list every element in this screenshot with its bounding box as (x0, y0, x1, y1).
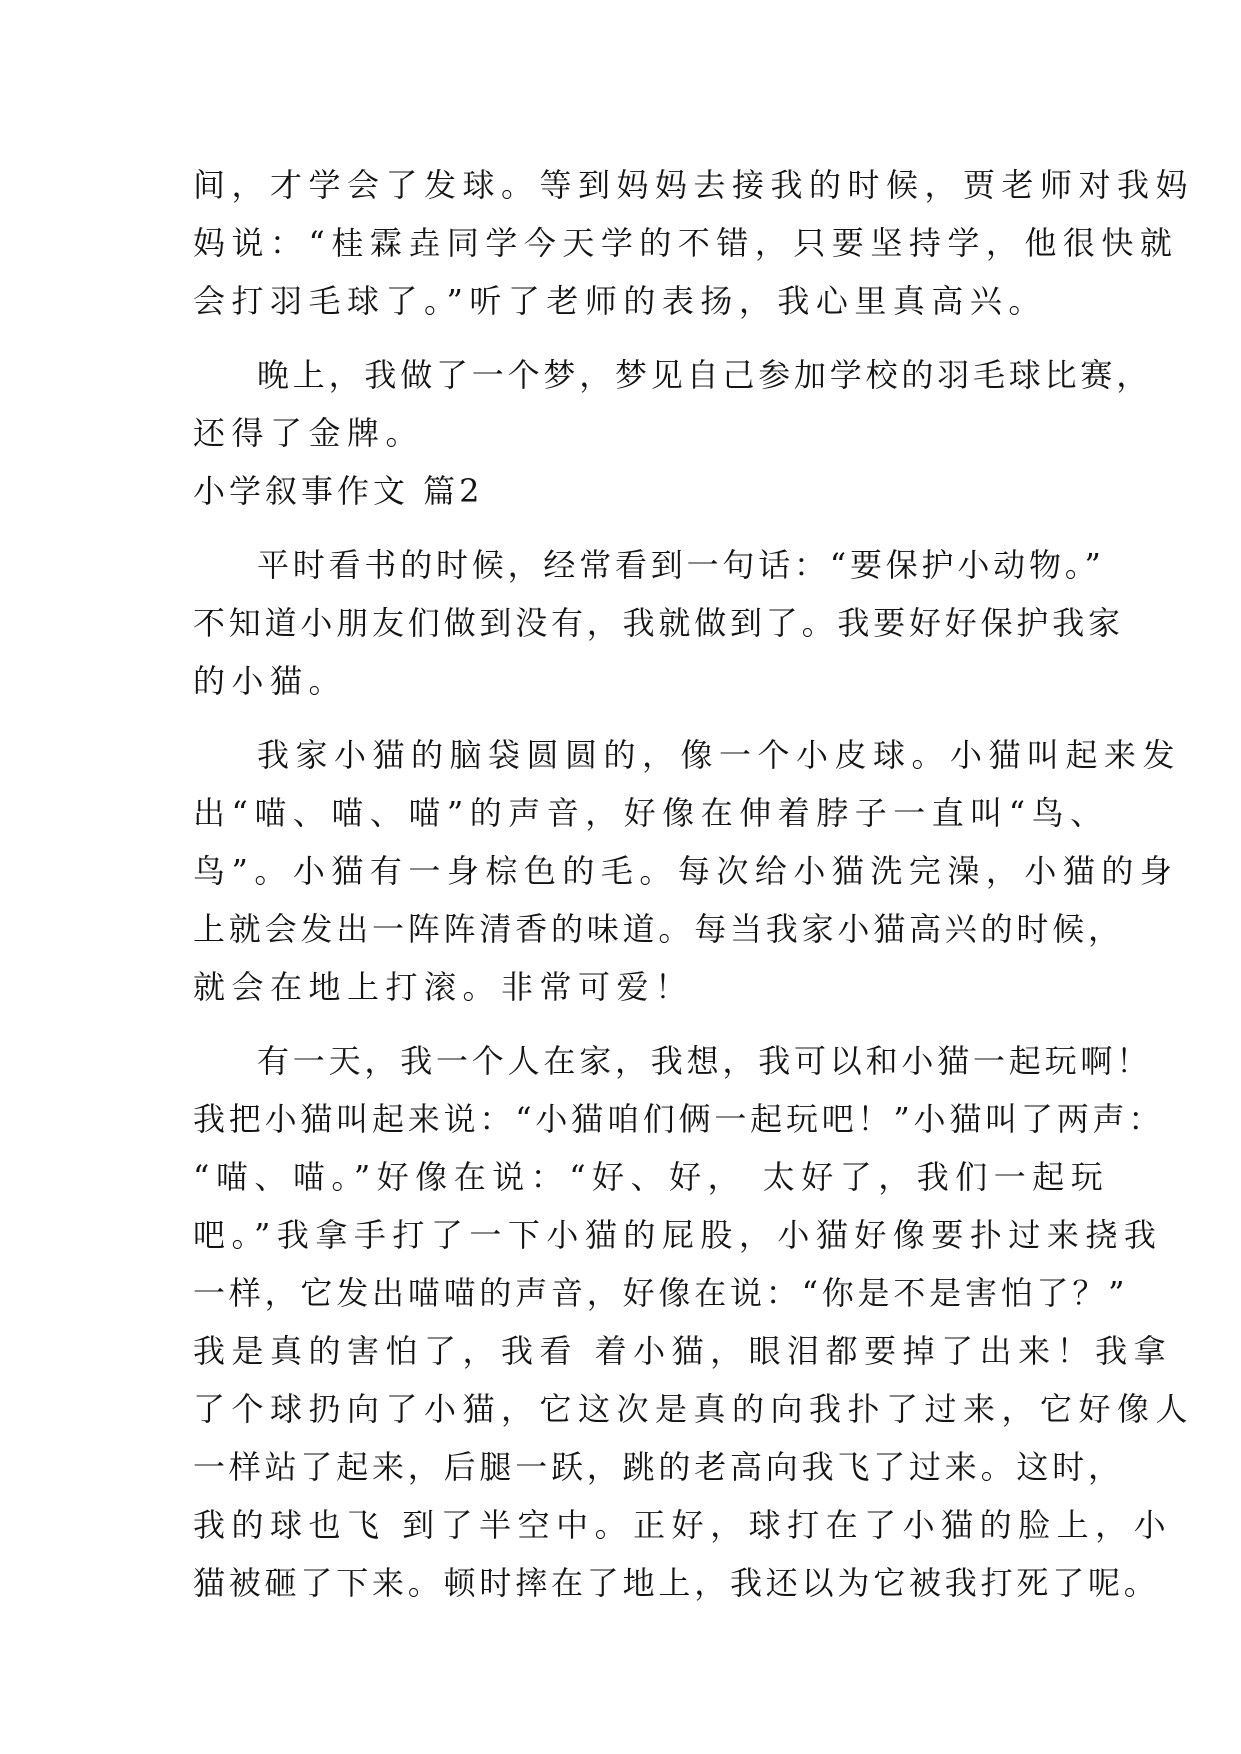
text-line: 出“喵、喵、喵”的声音，好像在伸着脖子一直叫“鸟、 (193, 794, 1109, 832)
text-line: 我是真的害怕了，我看 着小猫，眼泪都要掉了出来！我拿 (193, 1332, 1173, 1370)
text-line: 妈说：“桂霖垚同学今天学的不错，只要坚持学，他很快就 (193, 224, 1179, 262)
paragraph-continued (193, 156, 1195, 330)
text-line: 不知道小朋友们做到没有，我就做到了。我要好好保护我家 (193, 604, 1124, 642)
text-line: 上就会发出一阵阵清香的味道。每当我家小猫高兴的时候， (193, 910, 1124, 948)
document-body (193, 156, 1195, 1612)
text-line: 鸟”。小猫有一身棕色的毛。每次给小猫洗完澡，小猫的身 (193, 852, 1179, 890)
text-line: 的小猫。 (193, 662, 348, 700)
text-line: 猫被砸了下来。顿时摔在了地上，我还以为它被我打死了呢。 (193, 1564, 1160, 1602)
text-line: 吧。”我拿手打了一下小猫的屁股，小猫好像要扑过来挠我 (193, 1216, 1163, 1254)
text-line: 了个球扔向了小猫，它这次是真的向我扑了过来，它好像人 (193, 1390, 1195, 1428)
text-line: 有一天，我一个人在家，我想，我可以和小猫一起玩啊！ (257, 1042, 1153, 1080)
text-line: 间，才学会了发球。等到妈妈去接我的时候，贾老师对我妈 (193, 166, 1195, 204)
text-line: 平时看书的时候，经常看到一句话：“要保护小动物。” (257, 546, 1105, 584)
text-line: 一样，它发出喵喵的声音，好像在说：“你是不是害怕了？” (193, 1274, 1129, 1312)
paragraph-protect-animals (193, 536, 1124, 710)
section-title: 小学叙事作文 篇2 (193, 472, 484, 510)
text-line: 还得了金牌。 (193, 414, 425, 452)
text-line: “喵、喵。”好像在说：“好、好， 太好了，我们一起玩 (193, 1158, 1110, 1196)
text-line: 我把小猫叫起来说：“小猫咱们俩一起玩吧！”小猫叫了两声： (193, 1100, 1165, 1138)
paragraph-play-with-cat (193, 1032, 1195, 1612)
paragraph-dream (193, 346, 1153, 462)
paragraph-cat-description (193, 726, 1182, 1016)
text-line: 会打羽毛球了。”听了老师的表扬，我心里真高兴。 (193, 282, 1047, 320)
text-line: 就会在地上打滚。非常可爱！ (193, 968, 694, 1006)
text-line: 一样站了起来，后腿一跃，跳的老高向我飞了过来。这时， (193, 1448, 1124, 1486)
text-line: 我的球也飞 到了半空中。正好，球打在了小猫的脸上，小 (193, 1506, 1173, 1544)
text-line: 我家小猫的脑袋圆圆的，像一个小皮球。小猫叫起来发 (257, 736, 1182, 774)
text-line: 晚上，我做了一个梦，梦见自己参加学校的羽毛球比赛， (257, 356, 1153, 394)
